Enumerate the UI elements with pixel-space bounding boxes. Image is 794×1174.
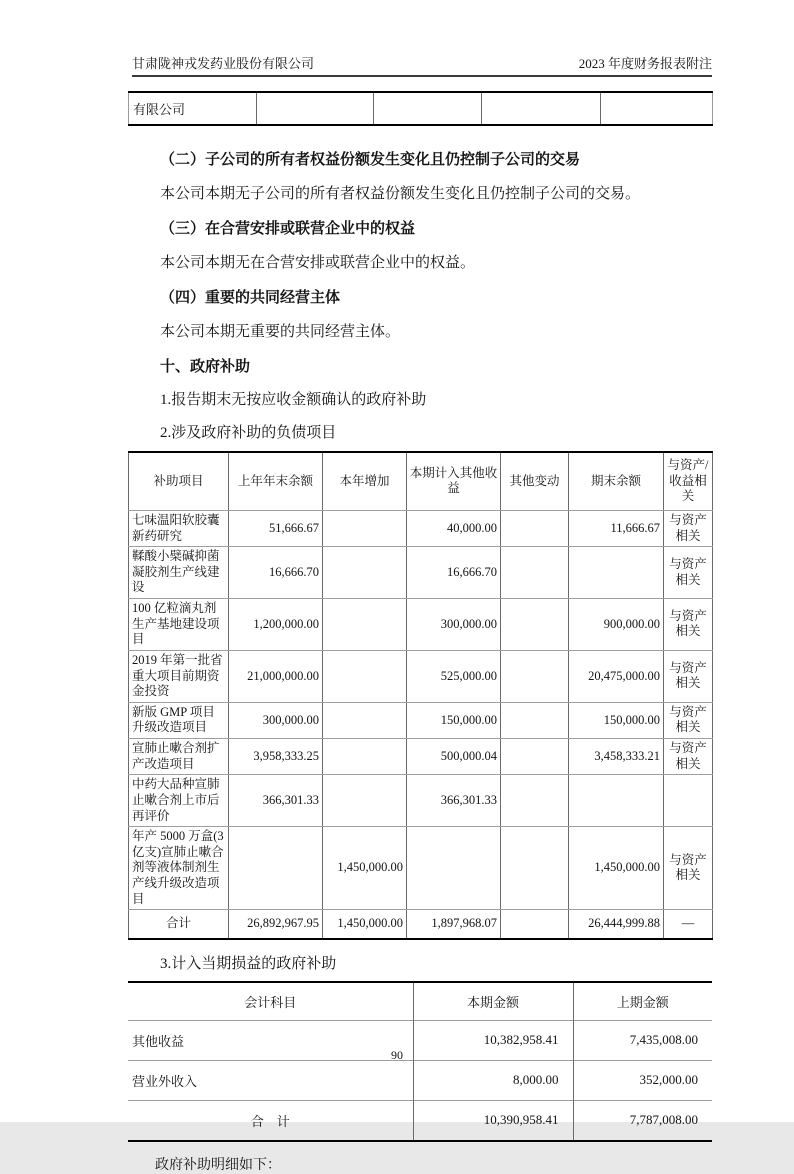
table-cell: 26,444,999.88 — [569, 910, 664, 939]
table-cell: 1,897,968.07 — [407, 910, 501, 939]
table-cell: 1,450,000.00 — [569, 827, 664, 910]
table-cell: 20,475,000.00 — [569, 650, 664, 702]
table-row — [129, 650, 713, 702]
section-paragraph-2: 本公司本期无子公司的所有者权益份额发生变化且仍控制子公司的交易。 — [160, 186, 641, 202]
table-cell: 其他收益 — [128, 1020, 413, 1060]
table-cell — [501, 775, 569, 827]
table-row — [129, 702, 713, 738]
table-row — [128, 1100, 712, 1141]
table-row — [128, 1060, 712, 1100]
table-cell: 8,000.00 — [413, 1060, 573, 1100]
table-cell: 1,450,000.00 — [323, 910, 407, 939]
table-cell — [323, 775, 407, 827]
table-cell: 11,666.67 — [569, 510, 664, 546]
section-heading-3: （三）在合营安排或联营企业中的权益 — [160, 221, 416, 237]
table-cell: 3,958,333.25 — [229, 739, 323, 775]
table-cell — [323, 510, 407, 546]
table-cell: 营业外收入 — [128, 1060, 413, 1100]
section-paragraph-3: 本公司本期无在合营安排或联营企业中的权益。 — [160, 255, 476, 271]
table-cell: 中药大品种宣肺止嗽合剂上市后再评价 — [129, 775, 229, 827]
column-header: 上年年末余额 — [229, 452, 323, 510]
table-cell: 合计 — [129, 910, 229, 939]
table-cell — [482, 92, 601, 125]
table-cell — [601, 92, 713, 125]
table-cell: 16,666.70 — [407, 547, 501, 599]
table-cell — [323, 650, 407, 702]
table-cell — [501, 510, 569, 546]
table-cell — [569, 775, 664, 827]
table-cell: 40,000.00 — [407, 510, 501, 546]
table-cell — [664, 775, 713, 827]
table-cell: 300,000.00 — [229, 702, 323, 738]
table-cell — [323, 739, 407, 775]
table-row — [129, 910, 713, 939]
table-cell: 7,435,008.00 — [573, 1020, 712, 1060]
table-cell: 宣肺止嗽合剂扩产改造项目 — [129, 739, 229, 775]
table-cell: 1,200,000.00 — [229, 599, 323, 651]
section-heading-10: 十、政府补助 — [160, 359, 251, 375]
table-cell: 26,892,967.95 — [229, 910, 323, 939]
column-header: 会计科目 — [244, 994, 297, 1010]
section-heading-2: （二）子公司的所有者权益份额发生变化且仍控制子公司的交易 — [160, 152, 581, 168]
detail-note: 政府补助明细如下： — [155, 1157, 281, 1173]
column-header: 补助项目 — [129, 452, 229, 510]
table-cell — [374, 92, 482, 125]
table-cell — [501, 739, 569, 775]
table-cell: 500,000.04 — [407, 739, 501, 775]
table-cell — [323, 599, 407, 651]
table-cell: 900,000.00 — [569, 599, 664, 651]
table-cell — [323, 702, 407, 738]
table-row — [129, 510, 713, 546]
table-cell: 与资产相关 — [664, 650, 713, 702]
table-cell: 鞣酸小檗碱抑菌凝胶剂生产线建设 — [129, 547, 229, 599]
table-cell: 与资产相关 — [664, 599, 713, 651]
table-header-row — [129, 452, 713, 510]
table-cell: 10,382,958.41 — [413, 1020, 573, 1060]
table-cell: 16,666.70 — [229, 547, 323, 599]
table-row — [129, 827, 713, 910]
column-header: 其他变动 — [501, 452, 569, 510]
table-cell: 150,000.00 — [407, 702, 501, 738]
table-cell: 300,000.00 — [407, 599, 501, 651]
table-cell — [501, 702, 569, 738]
table-cell: 150,000.00 — [569, 702, 664, 738]
table-cell — [323, 547, 407, 599]
table-cell — [257, 92, 374, 125]
table-cell: 与资产相关 — [664, 510, 713, 546]
table-cell: 七味温阳软胶囊新药研究 — [129, 510, 229, 546]
table-cell: — — [664, 910, 713, 939]
table-cell: 366,301.33 — [407, 775, 501, 827]
table-cell: 2019 年第一批省重大项目前期资金投资 — [129, 650, 229, 702]
document-title: 2023 年度财务报表附注 — [578, 56, 712, 71]
running-header — [132, 0, 712, 77]
column-header: 与资产/收益相关 — [664, 452, 713, 510]
table-cell: 100 亿粒滴丸剂生产基地建设项目 — [129, 599, 229, 651]
table-cell: 年产 5000 万盒(3亿支)宣肺止嗽合剂等液体制剂生产线升级改造项目 — [129, 827, 229, 910]
table-cell: 新版 GMP 项目升级改造项目 — [129, 702, 229, 738]
table-cell: 51,666.67 — [229, 510, 323, 546]
table-row — [129, 92, 713, 125]
table-cell — [501, 827, 569, 910]
table-cell: 合 计 — [128, 1100, 413, 1141]
column-header: 本期计入其他收益 — [407, 452, 501, 510]
table-cell: 10,390,958.41 — [413, 1100, 573, 1141]
table-cell: 与资产相关 — [664, 702, 713, 738]
table-cell: 525,000.00 — [407, 650, 501, 702]
table-cell — [569, 547, 664, 599]
table-row — [129, 547, 713, 599]
subsection-item-3: 3.计入当期损益的政府补助 — [160, 955, 337, 972]
liability-table — [128, 451, 713, 940]
table-row — [129, 739, 713, 775]
table-cell: 3,458,333.21 — [569, 739, 664, 775]
table-cell — [501, 910, 569, 939]
table-header-row — [128, 982, 712, 1021]
table-row — [129, 599, 713, 651]
table-cell: 366,301.33 — [229, 775, 323, 827]
table-cell: 7,787,008.00 — [573, 1100, 712, 1141]
table-cell — [407, 827, 501, 910]
column-header: 本年增加 — [323, 452, 407, 510]
table-cell: 与资产相关 — [664, 827, 713, 910]
column-header: 本期金额 — [413, 982, 573, 1021]
table-cell — [501, 599, 569, 651]
subsection-item-1: 1.报告期末无按应收金额确认的政府补助 — [160, 392, 427, 408]
table-cell — [501, 547, 569, 599]
table-row — [129, 775, 713, 827]
table-cell — [501, 650, 569, 702]
table-cell: 21,000,000.00 — [229, 650, 323, 702]
table-cell: 有限公司 — [129, 92, 257, 125]
column-header: 上期金额 — [573, 982, 712, 1021]
page-number: 90 — [391, 1048, 403, 1062]
table-cell: 352,000.00 — [573, 1060, 712, 1100]
table-cell: 与资产相关 — [664, 739, 713, 775]
section-paragraph-4: 本公司本期无重要的共同经营主体。 — [160, 324, 401, 340]
top-table-remnant — [128, 91, 713, 126]
table-cell: 与资产相关 — [664, 547, 713, 599]
section-heading-4: （四）重要的共同经营主体 — [160, 290, 341, 306]
table-cell — [229, 827, 323, 910]
subsection-item-2: 2.涉及政府补助的负债项目 — [160, 425, 337, 441]
column-header: 期末余额 — [569, 452, 664, 510]
company-name: 甘肃陇神戎发药业股份有限公司 — [132, 56, 315, 71]
table-cell: 1,450,000.00 — [323, 827, 407, 910]
